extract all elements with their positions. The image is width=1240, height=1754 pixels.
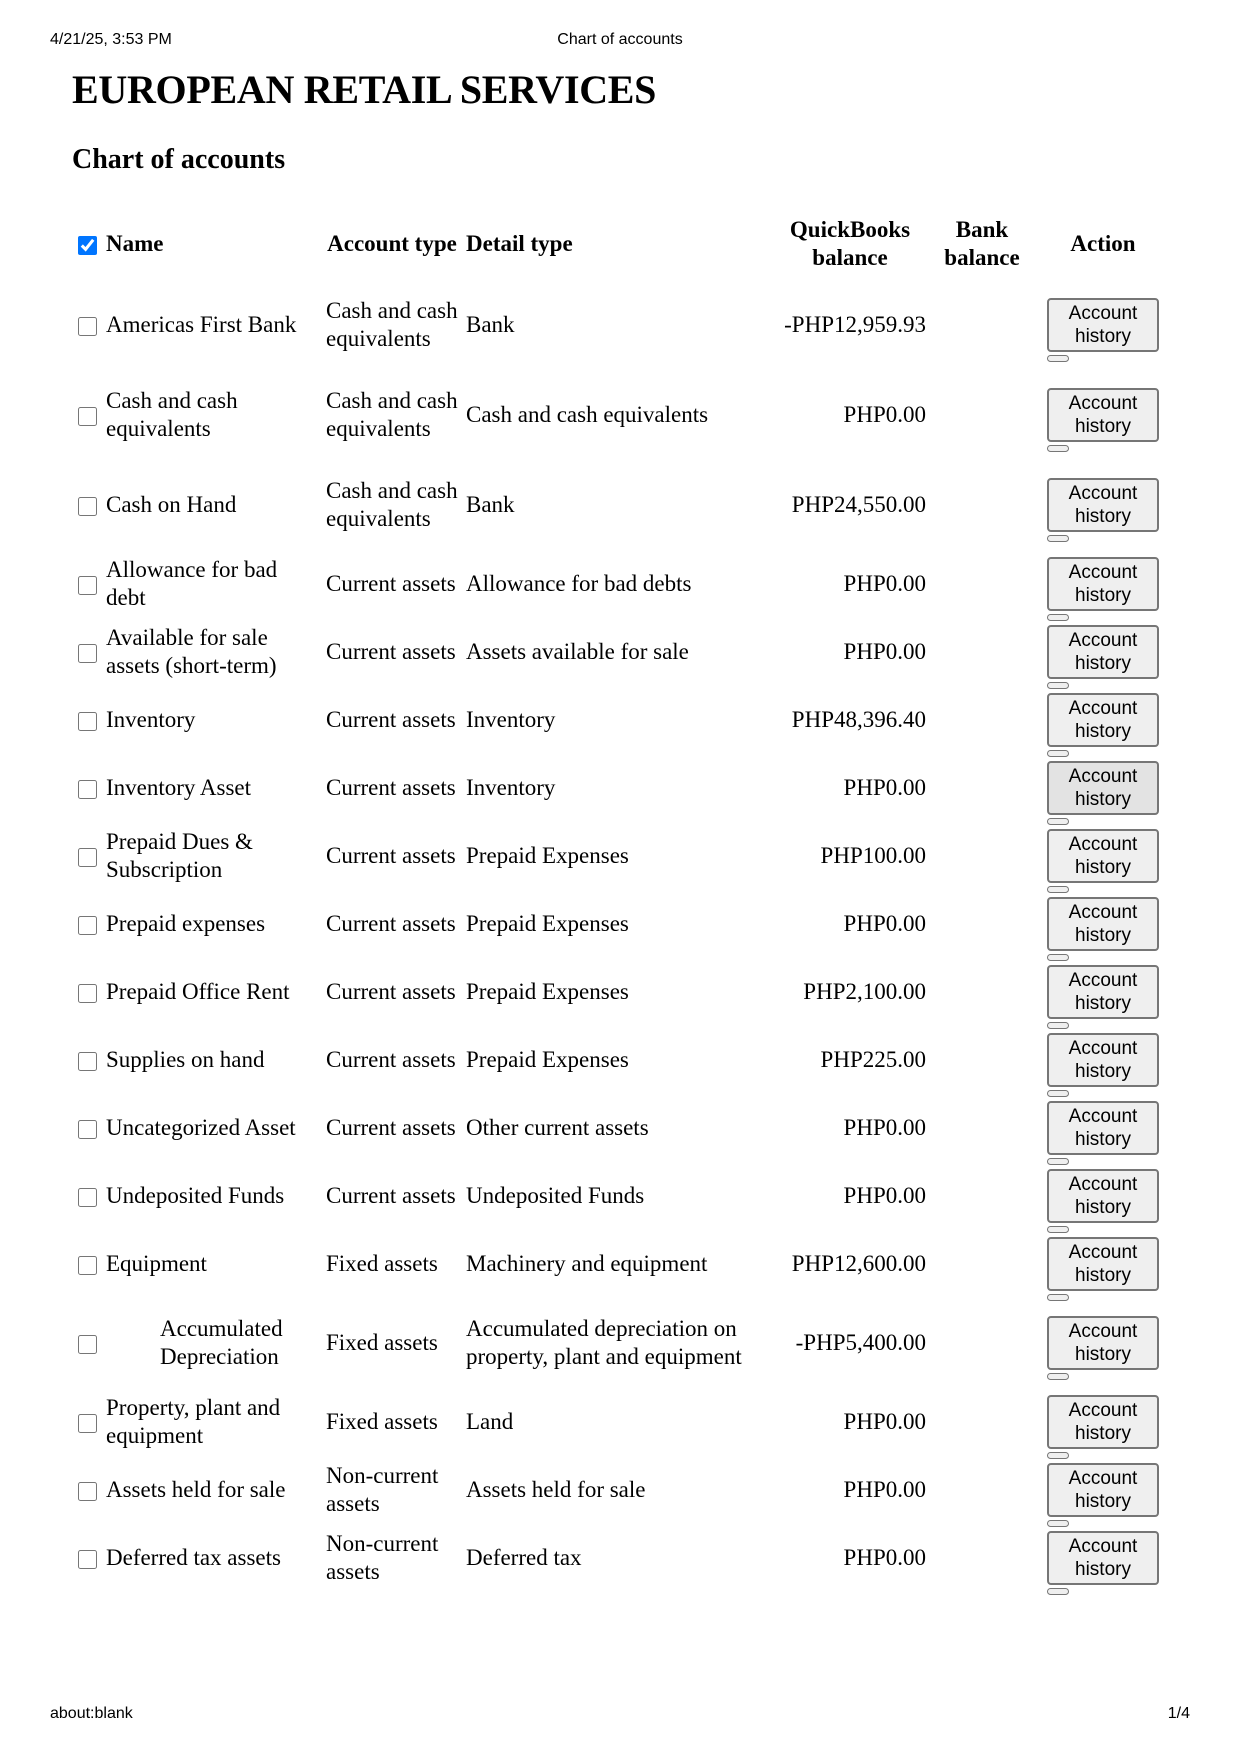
action-group	[1047, 1033, 1159, 1087]
action-cell	[1034, 1094, 1172, 1162]
action-cell	[1034, 754, 1172, 822]
detail-type: Undeposited Funds	[466, 1183, 645, 1208]
account-type: Fixed assets	[326, 1251, 438, 1276]
action-cell	[1034, 1026, 1172, 1094]
bank-balance	[930, 460, 1034, 550]
action-group	[1047, 1531, 1159, 1585]
accounts-table	[72, 208, 1172, 1592]
table-row	[72, 1026, 1172, 1094]
header-account-type[interactable]: Account type	[327, 231, 457, 256]
table-row	[72, 1094, 1172, 1162]
bank-balance	[930, 1230, 1034, 1298]
bank-balance	[930, 754, 1034, 822]
dropdown-toggle-button[interactable]	[1047, 750, 1069, 757]
account-type: Current assets	[326, 775, 456, 800]
bank-balance	[930, 1456, 1034, 1524]
action-group	[1047, 557, 1159, 611]
table-row	[72, 370, 1172, 460]
action-cell	[1034, 1230, 1172, 1298]
account-name: Cash and cash equivalents	[106, 388, 238, 441]
account-history-button[interactable]: Account history	[1047, 1316, 1159, 1370]
action-cell	[1034, 958, 1172, 1026]
account-type: Current assets	[326, 571, 456, 596]
table-header-row	[72, 208, 1172, 280]
account-name: Americas First Bank	[106, 312, 297, 337]
dropdown-toggle-button[interactable]	[1047, 614, 1069, 621]
account-history-button[interactable]: Account history	[1047, 1531, 1159, 1585]
detail-type: Deferred tax	[466, 1545, 582, 1570]
account-name: Prepaid expenses	[106, 911, 266, 936]
detail-type: Inventory	[466, 707, 556, 732]
row-select-cell	[72, 822, 102, 890]
action-group	[1047, 693, 1159, 747]
account-name: Supplies on hand	[106, 1047, 265, 1072]
row-checkbox[interactable]	[78, 317, 97, 336]
account-history-button[interactable]: Account history	[1047, 965, 1159, 1019]
qb-balance: PHP0.00	[843, 1545, 926, 1570]
account-name: Inventory	[106, 707, 196, 732]
bank-balance	[930, 1388, 1034, 1456]
account-name: Uncategorized Asset	[106, 1115, 296, 1140]
bank-balance	[930, 618, 1034, 686]
row-checkbox[interactable]	[78, 712, 97, 731]
row-select-cell	[72, 754, 102, 822]
action-cell	[1034, 686, 1172, 754]
account-history-button[interactable]: Account history	[1047, 625, 1159, 679]
dropdown-toggle-button[interactable]	[1047, 1520, 1069, 1527]
print-header	[50, 31, 1190, 53]
detail-type: Accumulated depreciation on property, plant and equipment	[466, 1316, 742, 1369]
row-checkbox[interactable]	[78, 848, 97, 867]
row-checkbox[interactable]	[78, 644, 97, 663]
account-name: Prepaid Office Rent	[106, 979, 290, 1004]
header-bank-balance[interactable]: Bank balance	[944, 217, 1020, 270]
account-history-button[interactable]: Account history	[1047, 1169, 1159, 1223]
row-checkbox[interactable]	[78, 1256, 97, 1275]
dropdown-toggle-button[interactable]	[1047, 1022, 1069, 1029]
bank-balance	[930, 1524, 1034, 1592]
account-type: Fixed assets	[326, 1409, 438, 1434]
qb-balance: PHP0.00	[843, 639, 926, 664]
bank-balance	[930, 890, 1034, 958]
account-type: Current assets	[326, 843, 456, 868]
account-name: Allowance for bad debt	[106, 557, 278, 610]
qb-balance: PHP0.00	[843, 911, 926, 936]
row-select-cell	[72, 686, 102, 754]
qb-balance: PHP0.00	[843, 775, 926, 800]
account-history-button[interactable]: Account history	[1047, 1463, 1159, 1517]
detail-type: Prepaid Expenses	[466, 1047, 629, 1072]
dropdown-toggle-button[interactable]	[1047, 1588, 1069, 1595]
account-type: Current assets	[326, 911, 456, 936]
action-cell	[1034, 550, 1172, 618]
dropdown-toggle-button[interactable]	[1047, 1452, 1069, 1459]
account-name: Deferred tax assets	[106, 1545, 281, 1570]
qb-balance: PHP12,600.00	[791, 1251, 926, 1276]
table-row	[72, 1298, 1172, 1388]
bank-balance	[930, 1094, 1034, 1162]
action-cell	[1034, 822, 1172, 890]
action-group	[1047, 478, 1159, 532]
dropdown-toggle-button[interactable]	[1047, 355, 1069, 362]
bank-balance	[930, 550, 1034, 618]
action-group	[1047, 625, 1159, 679]
account-name: Undeposited Funds	[106, 1183, 285, 1208]
account-history-button[interactable]: Account history	[1047, 1395, 1159, 1449]
detail-type: Machinery and equipment	[466, 1251, 708, 1276]
header-action: Action	[1070, 231, 1136, 256]
table-row	[72, 1230, 1172, 1298]
row-checkbox[interactable]	[78, 916, 97, 935]
bank-balance	[930, 822, 1034, 890]
row-checkbox[interactable]	[78, 1335, 97, 1354]
row-select-cell	[72, 1026, 102, 1094]
account-type: Current assets	[326, 1115, 456, 1140]
action-cell	[1034, 1524, 1172, 1592]
row-checkbox[interactable]	[78, 1120, 97, 1139]
detail-type: Prepaid Expenses	[466, 911, 629, 936]
qb-balance: -PHP5,400.00	[795, 1330, 926, 1355]
header-qb-balance[interactable]: QuickBooks balance	[789, 217, 911, 270]
account-history-button[interactable]: Account history	[1047, 557, 1159, 611]
qb-balance: PHP100.00	[820, 843, 926, 868]
table-row	[72, 280, 1172, 370]
detail-type: Other current assets	[466, 1115, 649, 1140]
row-select-cell	[72, 1388, 102, 1456]
table-row	[72, 1524, 1172, 1592]
print-datetime: 4/21/25, 3:53 PM	[50, 31, 172, 48]
row-checkbox[interactable]	[78, 1052, 97, 1071]
action-group	[1047, 1101, 1159, 1155]
action-group	[1047, 1395, 1159, 1449]
action-cell	[1034, 460, 1172, 550]
account-history-button[interactable]: Account history	[1047, 298, 1159, 352]
action-group	[1047, 829, 1159, 883]
action-cell	[1034, 1298, 1172, 1388]
action-group	[1047, 1463, 1159, 1517]
account-history-button[interactable]: Account history	[1047, 388, 1159, 442]
account-name: Property, plant and equipment	[106, 1395, 281, 1448]
row-checkbox[interactable]	[78, 1550, 97, 1569]
account-name: Prepaid Dues & Subscription	[106, 829, 253, 882]
row-select-cell	[72, 370, 102, 460]
row-checkbox[interactable]	[78, 984, 97, 1003]
action-cell	[1034, 618, 1172, 686]
print-page-number: 1/4	[1167, 1705, 1190, 1722]
row-select-cell	[72, 460, 102, 550]
row-checkbox[interactable]	[78, 576, 97, 595]
account-type: Non-current assets	[326, 1531, 439, 1584]
qb-balance: PHP48,396.40	[791, 707, 926, 732]
account-type: Current assets	[326, 707, 456, 732]
row-select-cell	[72, 958, 102, 1026]
account-history-button[interactable]: Account history	[1047, 1101, 1159, 1155]
action-cell	[1034, 1388, 1172, 1456]
account-name: Accumulated Depreciation	[160, 1316, 283, 1369]
table-row	[72, 618, 1172, 686]
row-checkbox[interactable]	[78, 407, 97, 426]
table-row	[72, 754, 1172, 822]
table-row	[72, 958, 1172, 1026]
action-group	[1047, 1316, 1159, 1370]
dropdown-toggle-button[interactable]	[1047, 954, 1069, 961]
dropdown-toggle-button[interactable]	[1047, 1226, 1069, 1233]
bank-balance	[930, 686, 1034, 754]
account-history-button[interactable]: Account history	[1047, 761, 1159, 815]
detail-type: Cash and cash equivalents	[466, 402, 709, 427]
row-select-cell	[72, 618, 102, 686]
report-title: Chart of accounts	[72, 144, 286, 175]
qb-balance: PHP0.00	[843, 1477, 926, 1502]
print-doc-title: Chart of accounts	[557, 31, 683, 48]
account-type: Cash and cash equivalents	[326, 298, 458, 351]
bank-balance	[930, 1298, 1034, 1388]
dropdown-toggle-button[interactable]	[1047, 1373, 1069, 1380]
header-name[interactable]: Name	[106, 231, 164, 256]
detail-type: Inventory	[466, 775, 556, 800]
action-group	[1047, 1169, 1159, 1223]
action-group	[1047, 965, 1159, 1019]
action-group	[1047, 298, 1159, 352]
account-type: Non-current assets	[326, 1463, 439, 1516]
detail-type: Assets available for sale	[466, 639, 689, 664]
table-row	[72, 686, 1172, 754]
row-select-cell	[72, 1230, 102, 1298]
detail-type: Land	[466, 1409, 514, 1434]
account-history-button[interactable]: Account history	[1047, 897, 1159, 951]
account-name: Available for sale assets (short-term)	[106, 625, 277, 678]
account-type: Current assets	[326, 639, 456, 664]
table-row	[72, 1388, 1172, 1456]
action-cell	[1034, 1162, 1172, 1230]
row-checkbox[interactable]	[78, 1414, 97, 1433]
row-select-cell	[72, 890, 102, 958]
row-select-cell	[72, 1162, 102, 1230]
bank-balance	[930, 958, 1034, 1026]
table-row	[72, 822, 1172, 890]
print-url: about:blank	[50, 1705, 133, 1722]
account-type: Cash and cash equivalents	[326, 388, 458, 441]
account-type: Current assets	[326, 1183, 456, 1208]
qb-balance: -PHP12,959.93	[784, 312, 926, 337]
action-group	[1047, 388, 1159, 442]
account-type: Cash and cash equivalents	[326, 478, 458, 531]
select-all-cell	[72, 208, 102, 280]
action-group	[1047, 761, 1159, 815]
bank-balance	[930, 1026, 1034, 1094]
dropdown-toggle-button[interactable]	[1047, 1090, 1069, 1097]
detail-type: Assets held for sale	[466, 1477, 646, 1502]
table-row	[72, 890, 1172, 958]
qb-balance: PHP0.00	[843, 1183, 926, 1208]
dropdown-toggle-button[interactable]	[1047, 886, 1069, 893]
account-name: Cash on Hand	[106, 492, 237, 517]
dropdown-toggle-button[interactable]	[1047, 535, 1069, 542]
detail-type: Bank	[466, 312, 515, 337]
account-type: Fixed assets	[326, 1330, 438, 1355]
detail-type: Bank	[466, 492, 515, 517]
print-footer	[50, 1705, 1190, 1727]
select-all-checkbox[interactable]	[78, 236, 97, 255]
table-row	[72, 550, 1172, 618]
table-row	[72, 1162, 1172, 1230]
account-history-button[interactable]: Account history	[1047, 1237, 1159, 1291]
dropdown-toggle-button[interactable]	[1047, 818, 1069, 825]
bank-balance	[930, 280, 1034, 370]
account-history-button[interactable]: Account history	[1047, 1033, 1159, 1087]
row-select-cell	[72, 1456, 102, 1524]
row-select-cell	[72, 1094, 102, 1162]
table-row	[72, 1456, 1172, 1524]
account-history-button[interactable]: Account history	[1047, 478, 1159, 532]
bank-balance	[930, 370, 1034, 460]
dropdown-toggle-button[interactable]	[1047, 445, 1069, 452]
action-cell	[1034, 1456, 1172, 1524]
account-type: Current assets	[326, 1047, 456, 1072]
qb-balance: PHP24,550.00	[791, 492, 926, 517]
table-row	[72, 460, 1172, 550]
row-select-cell	[72, 1524, 102, 1592]
qb-balance: PHP225.00	[820, 1047, 926, 1072]
account-name: Assets held for sale	[106, 1477, 286, 1502]
qb-balance: PHP0.00	[843, 1115, 926, 1140]
qb-balance: PHP0.00	[843, 1409, 926, 1434]
dropdown-toggle-button[interactable]	[1047, 1158, 1069, 1165]
account-history-button[interactable]: Account history	[1047, 829, 1159, 883]
row-checkbox[interactable]	[78, 497, 97, 516]
account-name: Inventory Asset	[106, 775, 252, 800]
detail-type: Prepaid Expenses	[466, 843, 629, 868]
detail-type: Allowance for bad debts	[466, 571, 692, 596]
account-name: Equipment	[106, 1251, 207, 1276]
action-cell	[1034, 370, 1172, 460]
qb-balance: PHP0.00	[843, 402, 926, 427]
bank-balance	[930, 1162, 1034, 1230]
action-group	[1047, 897, 1159, 951]
row-checkbox[interactable]	[78, 1482, 97, 1501]
dropdown-toggle-button[interactable]	[1047, 1294, 1069, 1301]
dropdown-toggle-button[interactable]	[1047, 682, 1069, 689]
row-select-cell	[72, 1298, 102, 1388]
qb-balance: PHP0.00	[843, 571, 926, 596]
action-cell	[1034, 890, 1172, 958]
company-name: EUROPEAN RETAIL SERVICES	[72, 67, 657, 112]
row-checkbox[interactable]	[78, 1188, 97, 1207]
action-group	[1047, 1237, 1159, 1291]
row-select-cell	[72, 550, 102, 618]
row-select-cell	[72, 280, 102, 370]
account-type: Current assets	[326, 979, 456, 1004]
header-detail-type[interactable]: Detail type	[466, 231, 573, 256]
detail-type: Prepaid Expenses	[466, 979, 629, 1004]
qb-balance: PHP2,100.00	[803, 979, 926, 1004]
action-cell	[1034, 280, 1172, 370]
account-history-button[interactable]: Account history	[1047, 693, 1159, 747]
row-checkbox[interactable]	[78, 780, 97, 799]
